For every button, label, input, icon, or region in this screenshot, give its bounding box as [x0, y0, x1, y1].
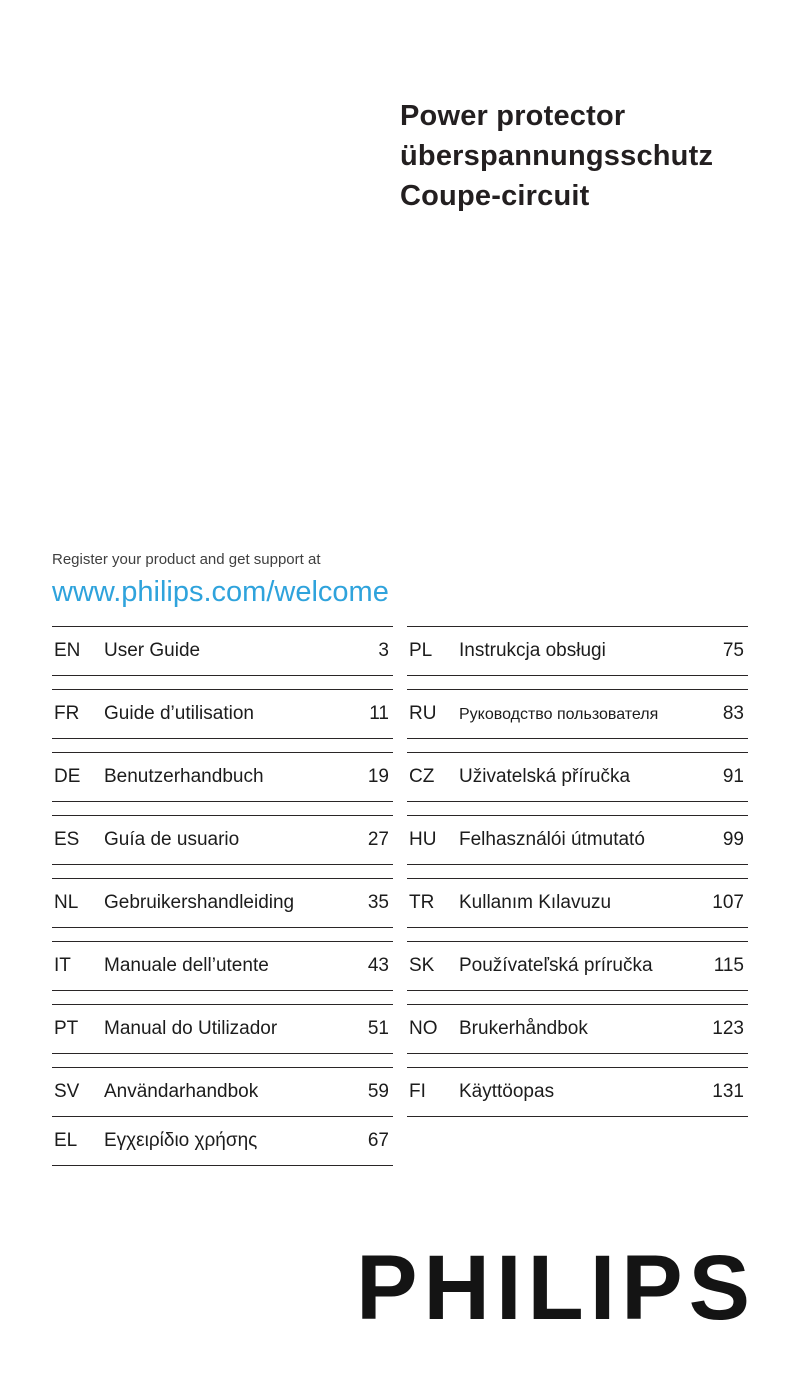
guide-title: Kullanım Kılavuzu: [459, 892, 612, 913]
page-number: 99: [722, 829, 744, 850]
guide-title: Manuale dell’utente: [104, 955, 269, 976]
language-code: FR: [54, 703, 80, 724]
philips-wordmark-logo: PHILIPS: [356, 1237, 756, 1339]
toc-left-column: [52, 626, 393, 1179]
language-code: DE: [54, 766, 81, 787]
page-number: 123: [712, 1018, 744, 1039]
toc-row: [52, 689, 393, 739]
language-code: ES: [54, 829, 80, 850]
product-title: [400, 96, 713, 216]
language-code: EL: [54, 1130, 78, 1151]
guide-title: Användarhandbok: [104, 1081, 259, 1102]
guide-title: Felhasználói útmutató: [459, 829, 645, 850]
guide-title: Guide d’utilisation: [104, 703, 254, 724]
guide-title: User Guide: [104, 640, 201, 661]
page-number: 43: [367, 955, 389, 976]
title-line-de: überspannungsschutz: [400, 140, 714, 172]
language-code: SV: [54, 1081, 80, 1102]
page-number: 115: [713, 955, 744, 976]
language-code: HU: [409, 829, 437, 850]
page-number: 107: [712, 892, 744, 913]
language-code: PT: [54, 1018, 79, 1039]
toc-row: [407, 752, 748, 802]
title-line-en: Power protector: [400, 100, 626, 132]
page-number: 51: [367, 1018, 389, 1039]
language-code: IT: [54, 955, 71, 976]
language-code: RU: [409, 703, 437, 724]
guide-title: Benutzerhandbuch: [104, 766, 264, 787]
guide-title: Instrukcja obsługi: [459, 640, 606, 661]
page-number: 3: [378, 640, 389, 661]
page-number: 59: [367, 1081, 389, 1102]
guide-title: Guía de usuario: [104, 829, 240, 850]
toc-row: [407, 1067, 748, 1117]
guide-title: Brukerhåndbok: [459, 1018, 588, 1039]
philips-welcome-link[interactable]: www.philips.com/welcome: [52, 576, 389, 608]
toc-row: [52, 941, 393, 991]
language-toc: [52, 626, 748, 1179]
toc-row: [407, 941, 748, 991]
guide-title: Руководство пользователя: [459, 706, 659, 723]
toc-row: [407, 878, 748, 928]
page-number: 19: [367, 766, 389, 787]
language-code: NL: [54, 892, 79, 913]
page-number: 91: [722, 766, 744, 787]
language-code: SK: [409, 955, 435, 976]
toc-row: [52, 1117, 393, 1166]
language-code: TR: [409, 892, 435, 913]
toc-row: [52, 878, 393, 928]
page-number: 131: [712, 1081, 744, 1102]
toc-row: [407, 689, 748, 739]
toc-row: [52, 626, 393, 676]
toc-row: [407, 1004, 748, 1054]
guide-title: Εγχειρίδιο χρήσης: [104, 1130, 258, 1151]
page-number: 67: [367, 1130, 389, 1151]
language-code: PL: [409, 640, 433, 661]
toc-row: [52, 1004, 393, 1054]
language-code: NO: [409, 1018, 438, 1039]
register-support-text: Register your product and get support at: [52, 551, 321, 568]
toc-right-column: [407, 626, 748, 1179]
page-number: 27: [367, 829, 389, 850]
guide-title: Manual do Utilizador: [104, 1018, 278, 1039]
guide-title: Gebruikershandleiding: [104, 892, 295, 913]
toc-row: [407, 626, 748, 676]
language-code: CZ: [409, 766, 435, 787]
guide-title: Käyttöopas: [459, 1081, 555, 1102]
language-code: EN: [54, 640, 81, 661]
toc-row: [52, 752, 393, 802]
page-number: 75: [722, 640, 744, 661]
title-line-fr: Coupe-circuit: [400, 180, 590, 212]
page-number: 35: [367, 892, 389, 913]
guide-title: Používateľská príručka: [459, 955, 653, 976]
guide-title: Uživatelská příručka: [459, 766, 631, 787]
page-number: 83: [722, 703, 744, 724]
toc-row: [52, 1067, 393, 1117]
language-code: FI: [409, 1081, 426, 1102]
toc-row: [52, 815, 393, 865]
toc-row: [407, 815, 748, 865]
page-number: 11: [369, 703, 389, 724]
